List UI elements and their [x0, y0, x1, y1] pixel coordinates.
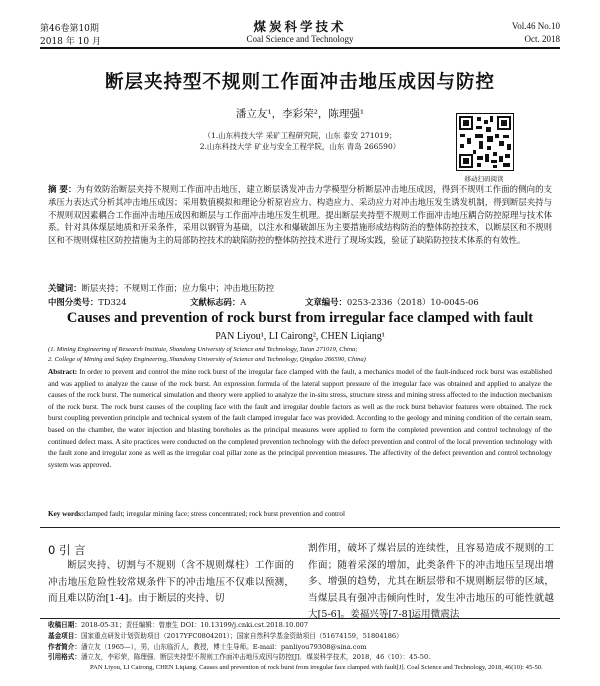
- clc-label: 中图分类号：: [48, 297, 99, 307]
- footnote-author-text: 潘立友（1965—），男，山东临沂人，教授，博士生导师。E-mail：panliyou79308@sina.com: [80, 642, 367, 651]
- qr-caption: 移动扫码阅读: [464, 175, 504, 183]
- keywords-cn-text: 断层夹持；不规则工作面；应力集中；冲击地压防控: [81, 283, 275, 293]
- intro-column-right: 割作用，破坏了煤岩层的连续性，且容易造成不规则的工作面；随着采深的增加，此类条件下的冲击地压呈现出增多、增强的趋势，尤其在断层带和不规则断层带的区域，当煤层具有强冲击倾向性时，发生冲击地压的可能性就越大[5-6]。姜福兴等[7-8]运用微震法: [308, 543, 554, 621]
- footnote-divider: [40, 618, 560, 619]
- paper-title-cn: 断层夹持型不规则工作面冲击地压成因与防控: [104, 72, 495, 93]
- qr-code[interactable]: [456, 113, 514, 171]
- intro-column-left: 断层夹持、切割与不规则（含不规则煤柱）工作面的冲击地压危险性较常规条件下的冲击地压不仅难以预测，而且难以防治[1-4]。由于断层的夹持、切: [48, 560, 294, 605]
- clc-number: [48, 296, 127, 308]
- journal-volume-en: Vol.46 No.10: [511, 21, 560, 31]
- abstract-en-text: In order to prevent and control the mine rock burst of the irregular face clamped with the fault, a mechanics model of the fault-induced rock burst was established and was applied to analyze the cause of the rock burst. An expression formula of the lateral support pressure of the irregular face was obtained and applied to analyze the causes of the rock burst. The numerical simulation and theory were applied to analyze the in-situ stress, structure stress and mining stress affected to the induction mechanism of the rock burst. The rock burst causes of the coupling face with the fault and irregular double factors as well as the rock burst behavior features were obtained. The rock burst coupling prevention principle and technical system of the fault clamped irregular face was provided. According to the geology and mining condition of the certain seam, based on the chamber, the water injection and blasting boreholes as the principal measures were applied to form the completed prevention and control technology of the continued defect mass. A site practices were conducted on the completed prevention technology with the defect prevention and control of the local prevention technology with the fault zone and irregular zone as well as the irregular coal pillar zone as the principal prevention measures. The affectivity of the defect prevention and control technology system was approved.: [48, 368, 553, 469]
- keywords-en-text: clamped fault; irregular mining face; stress concentrated; rock burst prevention and control: [83, 510, 345, 518]
- keywords-cn: [48, 282, 552, 295]
- journal-name-cn: 煤炭科学技术: [253, 19, 347, 34]
- footnote-funding: [48, 631, 552, 642]
- journal-date-en: Oct. 2018: [524, 34, 560, 44]
- affiliation-en-1: (1. Mining Engineering of Research Institute, Shandong University of Science and Technology, Taian 271019, China;: [48, 346, 358, 353]
- header-divider: [40, 47, 560, 49]
- abstract-en-label: Abstract:: [48, 368, 78, 376]
- document-code: [190, 296, 246, 308]
- footnote-citation-cn-text: 潘立友，李彩荣，陈理强．断层夹持型不规则工作面冲击地压成因与防控[J]．煤炭科学技术，2018，46（10）：45-50.: [80, 653, 431, 662]
- footnote-author: [48, 642, 552, 653]
- abstract-cn-text: 为有效防治断层夹持不规则工作面冲击地压，建立断层诱发冲击力学模型分析断层冲击地压成因，得到不规则工作面的侧向的支承压力表达式分析其冲击地压成因；采用数值模拟和理论分析原岩应力、构造应力、采动应力对冲击地压发生诱发机制，得到断层夹持与不规则双因素耦合工作面冲击地压成因和断层与工作面冲击地压发生机理。提出断层夹持型不规则工作面冲击地压耦合防控原理与技术体系。针对具体煤层地质和开采条件，采用以钢管为基础，以注水和爆破卸压为主要措施形成结构防治的整体防控技术，以断层区和不规则区和不规则煤柱区防控措施为主的局部防控技术的缺陷防控的整体防控技术进行了现场实践，验证了缺陷防控技术体系的有效性。: [48, 184, 552, 246]
- authors-en: PAN Liyou¹, LI Cairong², CHEN Liqiang¹: [215, 331, 385, 342]
- footnote-received: [48, 620, 552, 631]
- affiliation-cn-1: （1.山东科技大学 采矿工程研究院，山东 泰安 271019；: [203, 131, 397, 140]
- keywords-cn-label: 关键词：: [48, 283, 82, 293]
- footnote-citation-en: PAN Liyou, LI Cairong, CHEN Liqiang. Causes and prevention of rock burst from irregular face clamped with fault[J]. Coal Science and Technology, 2018, 46(10): 45-50.: [90, 664, 543, 672]
- abstract-en: [48, 367, 552, 471]
- footnote-author-label: 作者简介：: [48, 642, 81, 651]
- doc-code-value: A: [240, 297, 247, 307]
- footnotes: [48, 620, 552, 674]
- paper-title-en: Causes and prevention of rock burst from irregular face clamped with fault: [66, 310, 534, 326]
- keywords-en-label: Key words:: [48, 510, 84, 518]
- journal-name-en: Coal Science and Technology: [246, 34, 354, 44]
- journal-volume-issue: 第46卷第10期: [40, 24, 99, 34]
- doc-code-label: 文献标志码：: [190, 297, 241, 307]
- section-heading-intro: 0 引 言: [48, 543, 86, 557]
- affiliation-en-2: 2. College of Mining and Safety Engineering, Shandong University of Science and Technology, Qingdao 266590, China): [48, 356, 366, 363]
- abstract-cn: [48, 183, 552, 247]
- article-id: [305, 296, 479, 308]
- footnote-received-label: 收稿日期：: [48, 621, 81, 629]
- journal-date-cn: 2018 年 10 月: [40, 37, 101, 47]
- authors-cn: 潘立友¹，李彩荣²，陈理强¹: [235, 108, 365, 120]
- affiliation-cn-2: 2.山东科技大学 矿业与安全工程学院，山东 青岛 266590）: [199, 142, 401, 151]
- footnote-citation-label: 引用格式：: [48, 653, 81, 662]
- footnote-received-text: 2018-05-31；责任编辑：曾康生 DOI：10.13199/j.cnki.cst.2018.10.007: [80, 621, 309, 629]
- footnote-citation-cn: [48, 652, 552, 663]
- footnote-funding-label: 基金项目：: [48, 631, 81, 640]
- abstract-cn-label: 摘 要：: [48, 184, 77, 194]
- abstract-divider: [40, 527, 560, 528]
- footnote-funding-text: 国家重点研发计划资助项目（2017YFC0804201）；国家自然科学基金资助项目（51674159，51804186）: [80, 631, 403, 640]
- article-id-label: 文章编号：: [305, 297, 347, 307]
- keywords-en: [48, 509, 552, 521]
- article-id-value: 0253-2336（2018）10-0045-06: [346, 297, 479, 307]
- clc-value: TD324: [98, 297, 127, 307]
